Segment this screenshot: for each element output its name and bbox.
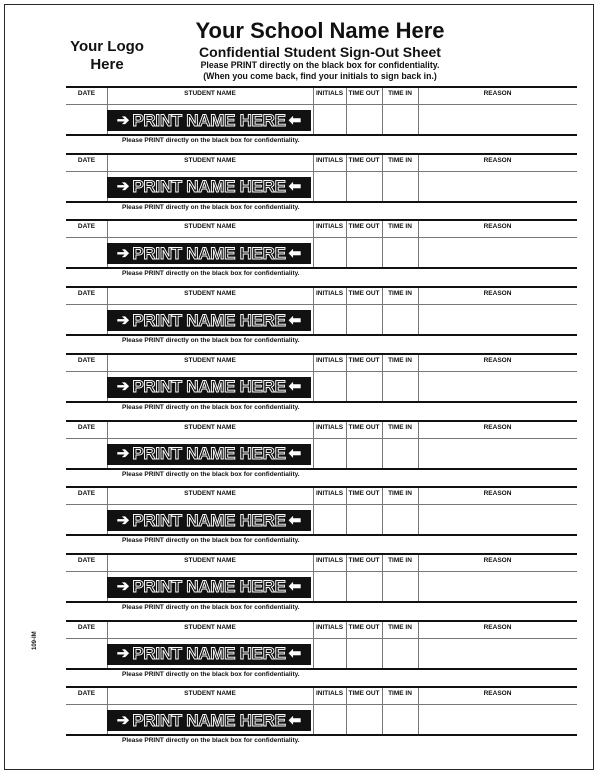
print-name-box[interactable] [107,710,311,731]
right-arrow-icon: ➔ [116,645,130,663]
header-time-in: TIME IN [388,690,412,698]
row-instruction-note: Please PRINT directly on the black box for confidentiality. [122,137,300,144]
row-bottom-rule [66,534,577,536]
header-student-name: STUDENT NAME [184,690,236,698]
header-time-in: TIME IN [388,556,412,564]
right-arrow-icon: ➔ [116,711,130,729]
header-reason: REASON [483,356,512,364]
header-initials: INITIALS [315,423,344,431]
right-arrow-icon: ➔ [116,511,130,529]
right-arrow-icon: ➔ [116,445,130,462]
row-instruction-note: Please PRINT directly on the black box for confidentiality. [122,270,300,278]
left-arrow-icon: ⬅ [288,511,302,529]
print-name-box[interactable] [107,444,311,465]
header-student-name: STUDENT NAME [184,423,236,431]
left-arrow-icon: ⬅ [288,578,302,596]
row-bottom-rule [66,201,577,203]
header-date: DATE [77,623,96,631]
school-name: Your School Name Here [195,18,445,43]
header-time-out: TIME OUT [348,223,380,231]
header-time-out: TIME OUT [348,556,380,564]
row-instruction-note: Please PRINT directly on the black box for confidentiality. [122,203,300,211]
header-time-in: TIME IN [388,290,412,298]
row-top-rule [66,620,577,622]
row-bottom-rule [66,401,577,403]
header-time-in: TIME IN [388,490,412,498]
header-date: DATE [77,690,96,698]
row-top-rule [66,153,577,155]
row-header-rule [66,237,577,238]
row-bottom-rule [66,734,577,736]
header-date: DATE [77,356,96,364]
instruction-line-2: (When you come back, find your initials to sign back in.) [203,71,437,82]
header [160,18,480,82]
row-instruction-note: Please PRINT directly on the black box for confidentiality. [122,603,300,611]
print-name-box[interactable] [107,110,311,131]
left-arrow-icon: ⬅ [288,445,302,462]
left-arrow-icon: ⬅ [288,311,302,329]
row-bottom-rule [66,468,577,470]
instruction-line-1: Please PRINT directly on the black box for confidentiality. [200,60,440,71]
header-date: DATE [77,490,96,498]
header-student-name: STUDENT NAME [184,356,236,364]
header-time-out: TIME OUT [348,690,380,698]
header-student-name: STUDENT NAME [184,290,236,298]
form-id: 109-IM [32,631,38,650]
header-date: DATE [77,556,96,564]
header-reason: REASON [483,90,512,97]
header-student-name: STUDENT NAME [184,223,236,231]
print-name-label: PRINT NAME HERE [132,310,286,330]
header-date: DATE [77,156,96,164]
sign-out-row [66,219,577,283]
header-time-out: TIME OUT [348,290,380,298]
left-arrow-icon: ⬅ [288,645,302,663]
logo-placeholder: Your Logo Here [70,38,144,73]
print-name-label: PRINT NAME HERE [132,577,286,597]
header-time-in: TIME IN [388,156,412,164]
row-instruction-note: Please PRINT directly on the black box for confidentiality. [122,337,300,345]
header-reason: REASON [483,156,512,164]
sign-out-row [66,620,577,684]
header-date: DATE [77,290,96,298]
left-arrow-icon: ⬅ [288,178,302,196]
row-top-rule [66,86,577,88]
print-name-label: PRINT NAME HERE [132,177,286,197]
print-name-box[interactable] [107,243,311,264]
header-reason: REASON [483,623,512,631]
header-student-name: STUDENT NAME [184,556,236,564]
header-reason: REASON [483,223,512,231]
header-initials: INITIALS [315,90,344,97]
row-top-rule [66,286,577,288]
print-name-label: PRINT NAME HERE [132,644,286,664]
header-reason: REASON [483,290,512,298]
header-date: DATE [77,223,96,231]
right-arrow-icon: ➔ [116,378,130,396]
row-bottom-rule [66,334,577,336]
row-top-rule [66,353,577,355]
header-time-out: TIME OUT [348,90,380,97]
sign-out-row [66,553,577,617]
header-initials: INITIALS [315,623,344,631]
row-header-rule [66,304,577,305]
print-name-label: PRINT NAME HERE [132,377,286,397]
header-reason: REASON [483,690,512,698]
print-name-label: PRINT NAME HERE [132,110,286,130]
right-arrow-icon: ➔ [116,178,130,196]
row-header-rule [66,704,577,705]
header-time-in: TIME IN [388,423,412,431]
header-initials: INITIALS [315,690,344,698]
sign-out-row [66,420,577,484]
header-time-out: TIME OUT [348,623,380,631]
row-top-rule [66,420,577,422]
sign-out-row [66,686,577,750]
header-date: DATE [77,423,96,431]
header-initials: INITIALS [315,556,344,564]
row-top-rule [66,486,577,488]
row-header-rule [66,371,577,372]
header-student-name: STUDENT NAME [184,490,236,498]
row-top-rule [66,686,577,688]
header-reason: REASON [483,490,512,498]
print-name-label: PRINT NAME HERE [132,710,286,730]
right-arrow-icon: ➔ [116,578,130,596]
row-bottom-rule [66,134,577,136]
row-instruction-note: Please PRINT directly on the black box for confidentiality. [122,737,300,745]
header-time-in: TIME IN [388,223,412,231]
sign-out-row [66,353,577,417]
print-name-label: PRINT NAME HERE [132,444,286,463]
header-reason: REASON [483,423,512,431]
row-instruction-note: Please PRINT directly on the black box for confidentiality. [122,403,300,411]
right-arrow-icon: ➔ [116,244,130,262]
row-bottom-rule [66,267,577,269]
print-name-box[interactable] [107,377,311,398]
row-top-rule [66,219,577,221]
header-time-in: TIME IN [388,356,412,364]
print-name-box[interactable] [107,510,311,531]
sign-out-row [66,153,577,217]
sign-out-row [66,486,577,550]
row-header-rule [66,504,577,505]
print-name-box[interactable] [107,177,311,198]
row-header-rule [66,171,577,172]
header-initials: INITIALS [315,356,344,364]
print-name-box[interactable] [107,310,311,331]
header-time-out: TIME OUT [348,156,380,164]
left-arrow-icon: ⬅ [288,244,302,262]
print-name-box[interactable] [107,644,311,665]
print-name-box[interactable] [107,577,311,598]
row-header-rule [66,571,577,572]
header-time-out: TIME OUT [348,356,380,364]
right-arrow-icon: ➔ [116,111,130,129]
header-time-out: TIME OUT [348,423,380,431]
header-reason: REASON [483,556,512,564]
header-student-name: STUDENT NAME [184,623,236,631]
print-name-label: PRINT NAME HERE [132,510,286,530]
left-arrow-icon: ⬅ [288,711,302,729]
header-time-in: TIME IN [388,90,412,97]
row-instruction-note: Please PRINT directly on the black box for confidentiality. [122,470,300,478]
row-top-rule [66,553,577,555]
print-name-label: PRINT NAME HERE [132,243,286,263]
sign-out-row [66,286,577,350]
row-instruction-note: Please PRINT directly on the black box for confidentiality. [122,537,300,545]
sign-out-row [66,86,577,150]
header-initials: INITIALS [315,223,344,231]
row-header-rule [66,438,577,439]
header-initials: INITIALS [315,156,344,164]
right-arrow-icon: ➔ [116,311,130,329]
header-initials: INITIALS [315,290,344,298]
row-bottom-rule [66,668,577,670]
header-time-out: TIME OUT [348,490,380,498]
header-student-name: STUDENT NAME [184,156,236,164]
sheet-subtitle: Confidential Student Sign-Out Sheet [199,44,441,60]
row-bottom-rule [66,601,577,603]
left-arrow-icon: ⬅ [288,378,302,396]
row-header-rule [66,104,577,105]
header-student-name: STUDENT NAME [184,90,236,97]
header-initials: INITIALS [315,490,344,498]
row-instruction-note: Please PRINT directly on the black box for confidentiality. [122,670,300,678]
header-time-in: TIME IN [388,623,412,631]
header-date: DATE [77,90,96,97]
row-header-rule [66,638,577,639]
left-arrow-icon: ⬅ [288,111,302,129]
